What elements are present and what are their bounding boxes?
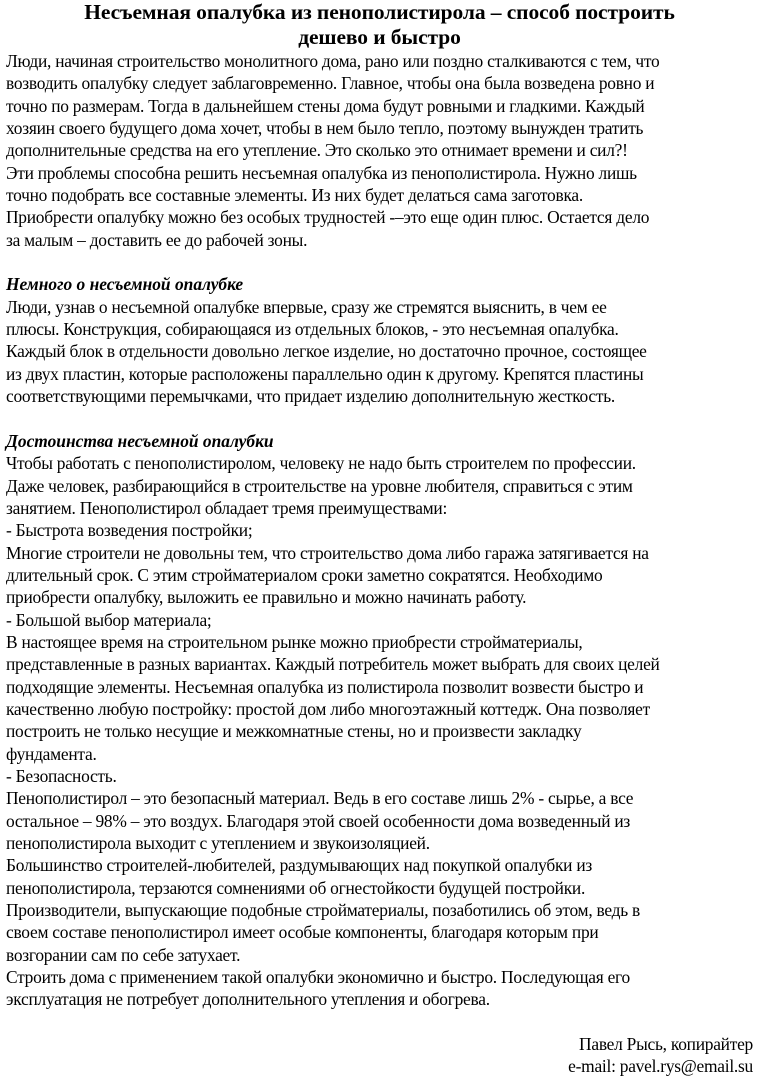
text-line: Каждый блок в отдельности довольно легкое изделие, но достаточно прочное, состоящее [6,341,647,362]
author-name: Павел Рысь, копирайтер [579,1034,753,1055]
text-line: соответствующими перемычками, что придает изделию дополнительную жесткость. [6,386,616,407]
title-line: Несъемная опалубка из пенополистирола – способ построить [84,0,675,24]
text-line: В настоящее время на строительном рынке можно приобрести стройматериалы, [6,631,583,652]
text-line: пенополистирола выходит с утеплением и звукоизоляцией. [6,833,430,854]
text-line: занятием. Пенополистирол обладает тремя преимуществами: [6,497,448,518]
text-line: представленные в разных вариантах. Каждый потребитель может выбрать для своих целей [6,654,660,675]
signature [6,1033,753,1078]
text-line: эксплуатация не потребует дополнительного утепления и обогрева. [6,989,490,1010]
text-line: дополнительные средства на его утепление. Это сколько это отнимает времени и сил?! [6,140,628,161]
text-line: точно по размерам. Тогда в дальнейшем стены дома будут ровными и гладкими. Каждый [6,95,645,116]
spacer [6,1011,753,1033]
document-title [6,0,753,50]
section-heading: Немного о несъемной опалубке [6,274,244,295]
title-line: дешево и быстро [298,25,461,49]
text-line: плюсы. Конструкция, собирающаяся из отдельных блоков, - это несъемная опалубка. [6,319,619,340]
section-advantages [6,430,753,1011]
text-line: Производители, выпускающие подобные стройматериалы, позаботились об этом, ведь в [6,900,640,921]
text-line: Люди, узнав о несъемной опалубке впервые, сразу же стремятся выяснить, в чем ее [6,296,607,317]
list-item: - Большой выбор материала; [6,609,212,630]
text-line: Строить дома с применением такой опалубки экономично и быстро. Последующая его [6,967,630,988]
text-line: точно подобрать все составные элементы. Из них будет делаться сама заготовка. [6,185,583,206]
text-line: качественно любую постройку: простой дом либо многоэтажный коттедж. Она позволяет [6,698,650,719]
text-line: длительный срок. С этим стройматериалом сроки заметно сократятся. Необходимо [6,564,603,585]
text-line: возводить опалубку следует заблаговременно. Главное, чтобы она была возведена ровно и [6,73,655,94]
spacer [6,251,753,273]
text-line: из двух пластин, которые расположены параллельно один к другому. Крепятся пластины [6,363,644,384]
text-line: Пенополистирол – это безопасный материал. Ведь в его составе лишь 2% - сырье, а все [6,788,634,809]
text-line: Даже человек, разбирающийся в строительстве на уровне любителя, справиться с этим [6,475,633,496]
text-line: Большинство строителей-любителей, раздумывающих над покупкой опалубки из [6,855,593,876]
text-line: Люди, начиная строительство монолитного дома, рано или поздно сталкиваются с тем, что [6,51,660,71]
text-line: остальное – 98% – это воздух. Благодаря этой своей особенности дома возведенный из [6,810,631,831]
text-line: своем составе пенополистирол имеет особые компоненты, благодаря которым при [6,922,599,943]
intro-paragraph [6,50,753,251]
list-item: - Быстрота возведения постройки; [6,520,253,541]
text-line: Многие строители не довольны тем, что строительство дома либо гаража затягивается на [6,542,649,563]
text-line: Эти проблемы способна решить несъемная опалубка из пенополистирола. Нужно лишь [6,162,637,183]
text-line: подходящие элементы. Несъемная опалубка из полистирола позволит возвести быстро и [6,676,644,697]
text-line: за малым – доставить ее до рабочей зоны. [6,229,308,250]
text-line: пенополистирола, терзаются сомнениями об огнестойкости будущей постройки. [6,877,586,898]
text-line: фундамента. [6,743,97,764]
list-item: - Безопасность. [6,766,117,786]
text-line: хозяин своего будущего дома хочет, чтобы в нем было тепло, поэтому вынужден тратить [6,118,644,139]
text-line: Приобрести опалубку можно без особых трудностей -–это еще один плюс. Остается дело [6,207,650,228]
text-line: возгорании сам по себе затухает. [6,944,241,965]
text-line: построить не только несущие и межкомнатные стены, но и произвести закладку [6,721,582,742]
section-about [6,273,753,407]
text-line: приобрести опалубку, выложить ее правильно и можно начинать работу. [6,587,527,608]
author-email: e-mail: pavel.rys@email.su [568,1056,753,1077]
text-line: Чтобы работать с пенополистиролом, человеку не надо быть строителем по профессии. [6,453,636,474]
spacer [6,408,753,430]
section-heading: Достоинства несъемной опалубки [6,430,274,451]
